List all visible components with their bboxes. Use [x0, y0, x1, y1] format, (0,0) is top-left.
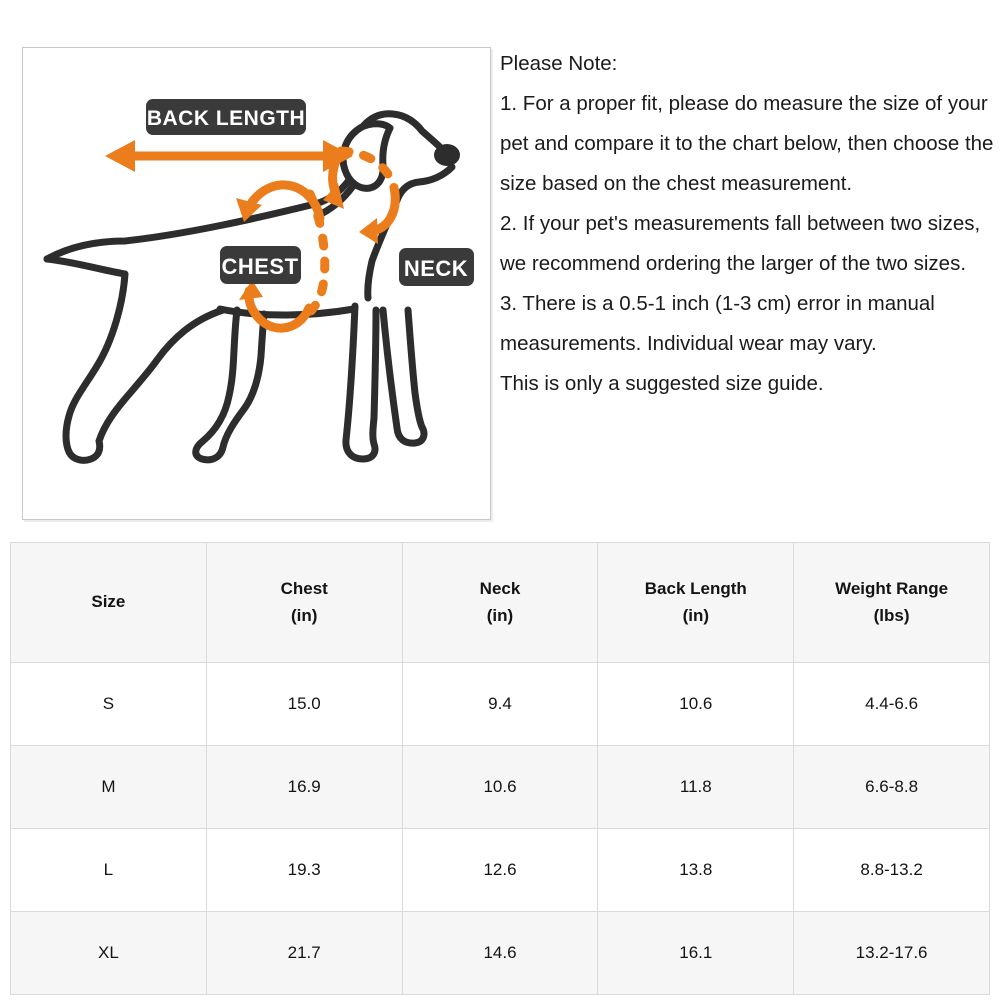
size-cell: L — [11, 829, 207, 912]
value-cell: 9.4 — [402, 663, 598, 746]
value-cell: 11.8 — [598, 746, 794, 829]
size-table-body — [11, 663, 990, 995]
value-cell: 13.8 — [598, 829, 794, 912]
neck-label: NECK — [403, 256, 469, 281]
column-header-unit: (in) — [682, 605, 709, 625]
column-header-label: Chest — [280, 579, 328, 599]
column-header-unit: (in) — [486, 605, 514, 625]
size-cell: S — [11, 663, 207, 746]
value-cell: 8.8-13.2 — [794, 829, 990, 912]
value-cell: 6.6-8.8 — [794, 746, 990, 829]
size-cell: M — [11, 746, 207, 829]
value-cell: 16.1 — [598, 912, 794, 995]
column-header — [11, 543, 207, 663]
note-paragraph: 2. If your pet's measurements fall between two sizes, we recommend ordering the larger of the two sizes. — [500, 212, 981, 275]
notes-section — [500, 44, 998, 404]
size-table — [10, 542, 990, 995]
column-header — [794, 543, 990, 663]
measurement-diagram — [22, 47, 491, 520]
column-header-unit: (in) — [290, 605, 318, 625]
value-cell: 4.4-6.6 — [794, 663, 990, 746]
value-cell: 19.3 — [206, 829, 402, 912]
column-header-label: Back Length — [644, 579, 747, 599]
back-length-label: BACK LENGTH — [146, 107, 306, 130]
column-header-unit: (lbs) — [873, 605, 910, 625]
size-table-section — [10, 542, 990, 995]
value-cell: 21.7 — [206, 912, 402, 995]
column-header — [206, 543, 402, 663]
value-cell: 12.6 — [402, 829, 598, 912]
size-cell: XL — [11, 912, 207, 995]
value-cell: 15.0 — [206, 663, 402, 746]
table-row — [11, 912, 990, 995]
notes-title: Please Note: — [500, 52, 618, 75]
note-paragraph: This is only a suggested size guide. — [500, 372, 824, 395]
table-row — [11, 746, 990, 829]
chest-label: CHEST — [221, 254, 299, 279]
column-header — [598, 543, 794, 663]
note-paragraph: 1. For a proper fit, please do measure the size of your pet and compare it to the chart below, then choose the size based on the chest measurement. — [500, 92, 994, 195]
column-header — [402, 543, 598, 663]
column-header-label: Weight Range — [835, 579, 949, 599]
table-row — [11, 663, 990, 746]
table-row — [11, 829, 990, 912]
value-cell: 14.6 — [402, 912, 598, 995]
value-cell: 13.2-17.6 — [794, 912, 990, 995]
value-cell: 10.6 — [598, 663, 794, 746]
notes-list — [500, 84, 998, 404]
column-header-label: Neck — [479, 579, 521, 599]
column-header-label: Size — [91, 592, 126, 612]
dog-diagram-svg — [23, 48, 490, 519]
note-paragraph: 3. There is a 0.5-1 inch (1-3 cm) error in manual measurements. Individual wear may vary. — [500, 292, 935, 355]
size-table-header-row — [11, 543, 990, 663]
dog-nose — [434, 144, 460, 166]
value-cell: 10.6 — [402, 746, 598, 829]
value-cell: 16.9 — [206, 746, 402, 829]
